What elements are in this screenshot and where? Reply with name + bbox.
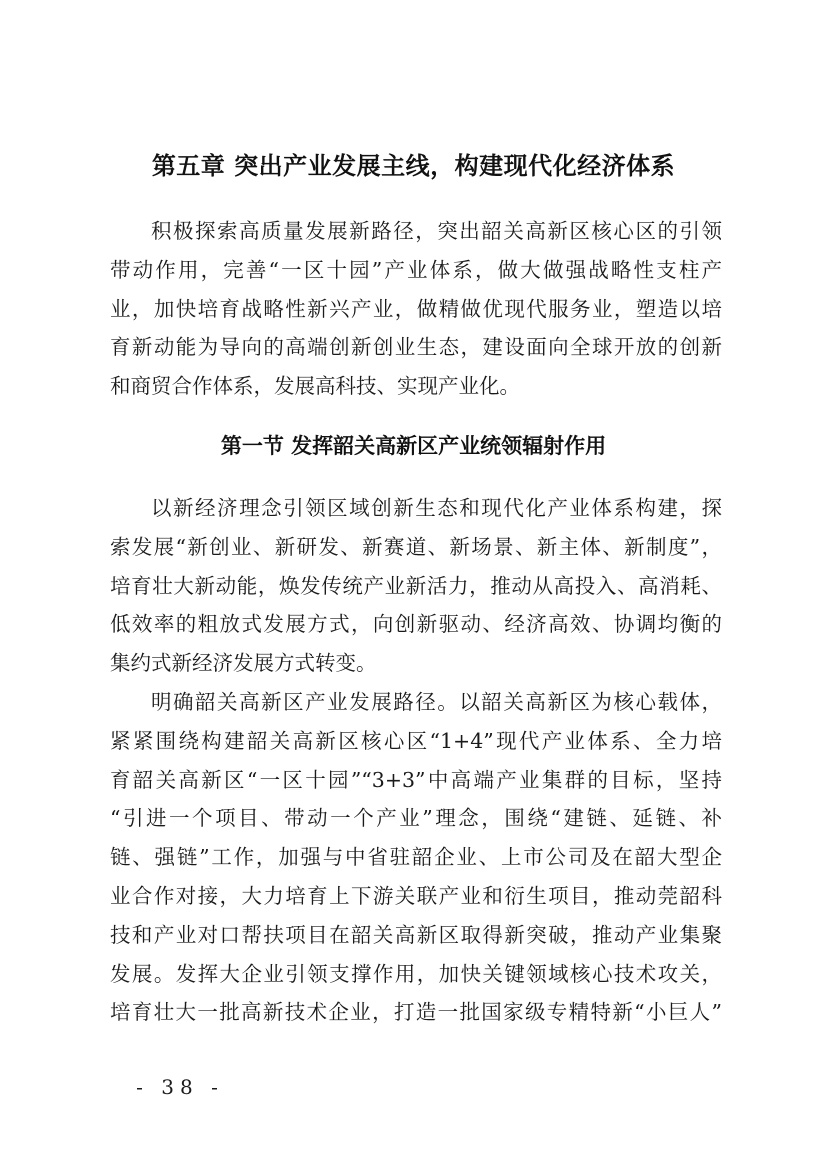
paragraph-line: 以新经济理念引领区域创新生态和现代化产业体系构建，探 [151,496,722,520]
paragraph-line: 技和产业对口帮扶项目在韶关高新区取得新突破，推动产业集聚 [110,922,722,947]
paragraph-line: 积极探索高质量发展新路径，突出韶关高新区核心区的引领 [151,219,722,243]
paragraph-line: 育韶关高新区“一区十园”“3+3”中高端产业集群的目标，坚持 [110,767,722,792]
paragraph-line: 链、强链”工作，加强与中省驻韶企业、上市公司及在韶大型企 [110,845,722,870]
paragraph-line: 培育壮大一批高新技术企业，打造一批国家级专精特新“小巨人” [110,1000,722,1025]
paragraph-line: 集约式新经济发展方式转变。 [110,651,377,676]
paragraph-line: 培育壮大新动能，焕发传统产业新活力，推动从高投入、高消耗、 [110,573,722,598]
paragraph-line: 索发展“新创业、新研发、新赛道、新场景、新主体、新制度”， [110,534,722,559]
paragraph-line: “引进一个项目、带动一个产业”理念，围绕“建链、延链、补 [110,806,722,831]
paragraph-line: 和商贸合作体系，发展高科技、实现产业化。 [110,374,520,399]
paragraph-line: 明确韶关高新区产业发展路径。以韶关高新区为核心载体， [151,690,722,714]
section-paragraph-2 [110,683,722,1032]
page-number: - 38 - [136,1075,224,1099]
paragraph-line: 紧紧围绕构建韶关高新区核心区“1+4”现代产业体系、全力培 [110,728,722,753]
paragraph-line: 带动作用，完善“一区十园”产业体系，做大做强战略性支柱产 [110,257,722,282]
intro-paragraph [110,212,722,406]
paragraph-line: 育新动能为导向的高端创新创业生态，建设面向全球开放的创新 [110,335,722,360]
section-title: 第一节 发挥韶关高新区产业统领辐射作用 [220,434,607,458]
paragraph-line: 业合作对接，大力培育上下游关联产业和衍生项目，推动莞韶科 [110,883,722,908]
section-paragraph-1 [110,489,722,683]
paragraph-line: 业，加快培育战略性新兴产业，做精做优现代服务业，塑造以培 [110,296,722,321]
chapter-title: 第五章 突出产业发展主线，构建现代化经济体系 [151,152,676,180]
paragraph-line: 发展。发挥大企业引领支撑作用，加快关键领域核心技术攻关， [110,961,722,986]
paragraph-line: 低效率的粗放式发展方式，向创新驱动、经济高效、协调均衡的 [110,612,722,637]
